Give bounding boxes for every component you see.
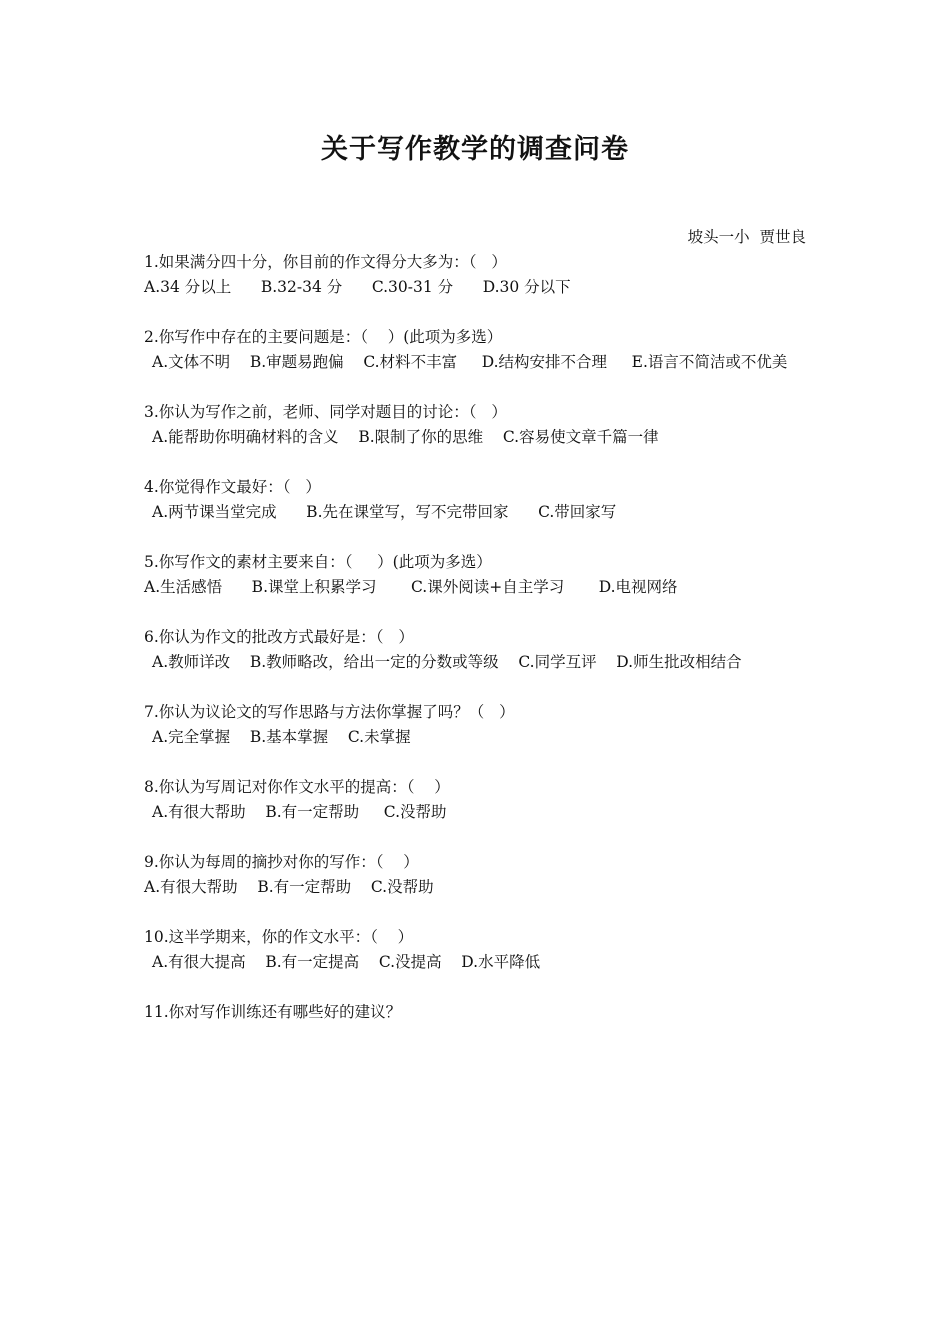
question-list [144,250,824,1050]
question-text: 9.你认为每周的摘抄对你的写作：（ ） [144,853,419,871]
question-options: A.有很大帮助 B.有一定帮助 C.没帮助 [152,803,447,821]
question-text: 4.你觉得作文最好：（ ） [144,478,321,496]
question-options: A.教师详改 B.教师略改，给出一定的分数或等级 C.同学互评 D.师生批改相结合 [152,653,742,671]
question-7 [144,700,824,750]
question-options: A.两节课当堂完成 B.先在课堂写，写不完带回家 C.带回家写 [152,503,617,521]
question-text: 6.你认为作文的批改方式最好是：（ ） [144,628,414,646]
question-2 [144,325,824,375]
question-5 [144,550,824,600]
question-1 [144,250,824,300]
question-6 [144,625,824,675]
question-3 [144,400,824,450]
question-options: A.完全掌握 B.基本掌握 C.未掌握 [152,728,411,746]
question-options: A.有很大提高 B.有一定提高 C.没提高 D.水平降低 [152,953,541,971]
question-options: A.生活感悟 B.课堂上积累学习 C.课外阅读+自主学习 D.电视网络 [144,578,678,596]
question-options: A.34 分以上 B.32-34 分 C.30-31 分 D.30 分以下 [144,278,571,296]
question-4 [144,475,824,525]
question-text: 7.你认为议论文的写作思路与方法你掌握了吗？（ ） [144,703,515,721]
question-11 [144,1000,824,1025]
question-text: 2.你写作中存在的主要问题是：（ ）(此项为多选） [144,328,503,346]
author-line: 坡头一小 贾世良 [687,228,806,246]
question-10 [144,925,824,975]
question-text: 10.这半学期来，你的作文水平：（ ） [144,928,414,946]
question-text: 3.你认为写作之前，老师、同学对题目的讨论：（ ） [144,403,507,421]
question-text: 11.你对写作训练还有哪些好的建议？ [144,1003,402,1021]
question-text: 1.如果满分四十分，你目前的作文得分大多为：（ ） [144,253,507,271]
question-options: A.有很大帮助 B.有一定帮助 C.没帮助 [144,878,434,896]
question-text: 5.你写作文的素材主要来自：（ ）(此项为多选） [144,553,492,571]
question-options: A.能帮助你明确材料的含义 B.限制了你的思维 C.容易使文章千篇一律 [152,428,659,446]
question-options: A.文体不明 B.审题易跑偏 C.材料不丰富 D.结构安排不合理 E.语言不简洁或不优美 [152,353,788,371]
question-8 [144,775,824,825]
question-9 [144,850,824,900]
question-text: 8.你认为写周记对你作文水平的提高：（ ） [144,778,450,796]
document-title: 关于写作教学的调查问卷 [321,134,629,165]
